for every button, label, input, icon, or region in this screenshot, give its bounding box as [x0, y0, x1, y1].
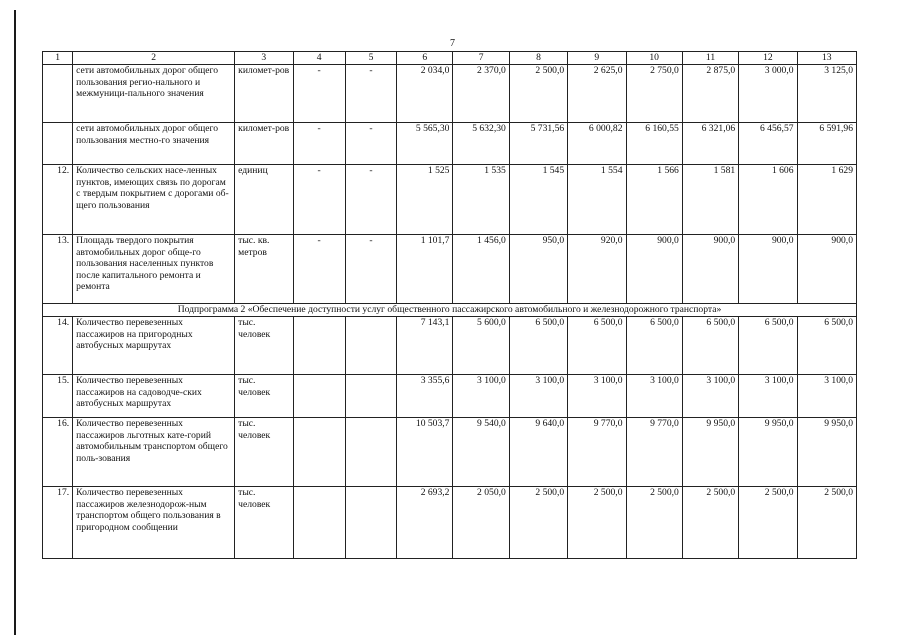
value-cell: 6 500,0 — [739, 317, 797, 375]
header-cell: 10 — [626, 52, 682, 65]
indicators-table — [42, 51, 857, 559]
value-cell: 3 100,0 — [797, 375, 856, 418]
indicator-name-cell: Площадь твердого покрытия автомобильных дорог обще-го пользования населенных пунктов после капитального ремонта и ремонта — [73, 235, 235, 304]
value-cell: 2 625,0 — [568, 65, 626, 123]
unit-cell: километ-ров — [235, 123, 293, 165]
table-row — [43, 65, 857, 123]
value-cell: 3 000,0 — [739, 65, 797, 123]
value-cell: 6 500,0 — [509, 317, 567, 375]
value-cell: 6 500,0 — [797, 317, 856, 375]
value-cell: 1 101,7 — [397, 235, 453, 304]
value-cell: 920,0 — [568, 235, 626, 304]
unit-cell: тыс. человек — [235, 375, 293, 418]
value-cell: 6 321,06 — [682, 123, 738, 165]
value-cell: 950,0 — [509, 235, 567, 304]
table-row — [43, 317, 857, 375]
value-cell: 1 629 — [797, 165, 856, 235]
column-5-cell — [345, 375, 396, 418]
value-cell: 5 565,30 — [397, 123, 453, 165]
value-cell: 6 591,96 — [797, 123, 856, 165]
value-cell: 6 500,0 — [568, 317, 626, 375]
value-cell: 3 100,0 — [568, 375, 626, 418]
table-row — [43, 487, 857, 559]
header-cell: 8 — [509, 52, 567, 65]
value-cell: 6 160,55 — [626, 123, 682, 165]
unit-cell: километ-ров — [235, 65, 293, 123]
column-4-cell — [293, 317, 345, 375]
column-4-cell — [293, 418, 345, 487]
indicator-name-cell: Количество перевезенных пассажиров железнодорож-ным транспортом общего пользования в пригородном сообщении — [73, 487, 235, 559]
column-4-cell: - — [293, 65, 345, 123]
header-cell: 4 — [293, 52, 345, 65]
page-number: 7 — [450, 38, 455, 49]
value-cell: 3 100,0 — [626, 375, 682, 418]
header-cell: 3 — [235, 52, 293, 65]
table-row — [43, 123, 857, 165]
column-4-cell: - — [293, 123, 345, 165]
value-cell: 1 581 — [682, 165, 738, 235]
header-cell: 1 — [43, 52, 73, 65]
value-cell: 2 693,2 — [397, 487, 453, 559]
indicator-name-cell: Количество перевезенных пассажиров на садоводче-ских автобусных маршрутах — [73, 375, 235, 418]
column-4-cell — [293, 375, 345, 418]
value-cell: 3 100,0 — [453, 375, 509, 418]
header-row — [43, 52, 857, 65]
value-cell: 2 500,0 — [739, 487, 797, 559]
table-row — [43, 418, 857, 487]
value-cell: 2 500,0 — [682, 487, 738, 559]
header-cell: 2 — [73, 52, 235, 65]
column-4-cell: - — [293, 235, 345, 304]
value-cell: 5 632,30 — [453, 123, 509, 165]
header-cell: 6 — [397, 52, 453, 65]
value-cell: 900,0 — [797, 235, 856, 304]
unit-cell: тыс. кв. метров — [235, 235, 293, 304]
column-5-cell — [345, 317, 396, 375]
column-5-cell: - — [345, 123, 396, 165]
value-cell: 9 770,0 — [568, 418, 626, 487]
value-cell: 2 500,0 — [626, 487, 682, 559]
value-cell: 2 750,0 — [626, 65, 682, 123]
value-cell: 3 100,0 — [739, 375, 797, 418]
value-cell: 6 500,0 — [682, 317, 738, 375]
value-cell: 3 100,0 — [509, 375, 567, 418]
table-row — [43, 165, 857, 235]
value-cell: 6 000,82 — [568, 123, 626, 165]
indicator-name-cell: сети автомобильных дорог общего пользования регио-нального и межмуници-пального значения — [73, 65, 235, 123]
row-number-cell — [43, 123, 73, 165]
value-cell: 2 500,0 — [568, 487, 626, 559]
value-cell: 900,0 — [682, 235, 738, 304]
column-4-cell — [293, 487, 345, 559]
value-cell: 2 875,0 — [682, 65, 738, 123]
row-number-cell: 13. — [43, 235, 73, 304]
value-cell: 10 503,7 — [397, 418, 453, 487]
value-cell: 3 355,6 — [397, 375, 453, 418]
table-row — [43, 235, 857, 304]
scan-edge-line — [14, 10, 16, 635]
value-cell: 9 950,0 — [797, 418, 856, 487]
value-cell: 2 500,0 — [797, 487, 856, 559]
indicator-name-cell: Количество перевезенных пассажиров на пригородных автобусных маршрутах — [73, 317, 235, 375]
value-cell: 6 500,0 — [626, 317, 682, 375]
value-cell: 1 606 — [739, 165, 797, 235]
table-row — [43, 375, 857, 418]
value-cell: 2 500,0 — [509, 487, 567, 559]
header-cell: 12 — [739, 52, 797, 65]
value-cell: 1 545 — [509, 165, 567, 235]
value-cell: 1 566 — [626, 165, 682, 235]
value-cell: 9 770,0 — [626, 418, 682, 487]
value-cell: 9 640,0 — [509, 418, 567, 487]
value-cell: 1 456,0 — [453, 235, 509, 304]
subprogram-title: Подпрограмма 2 «Обеспечение доступности услуг общественного пассажирского автомобильного и железнодорожного транспорта» — [43, 304, 857, 317]
header-cell: 5 — [345, 52, 396, 65]
row-number-cell: 15. — [43, 375, 73, 418]
header-cell: 13 — [797, 52, 856, 65]
value-cell: 3 100,0 — [682, 375, 738, 418]
column-5-cell — [345, 418, 396, 487]
row-number-cell: 12. — [43, 165, 73, 235]
indicator-name-cell: Количество перевезенных пассажиров льготных кате-горий автомобильным транспортом общего поль-зования — [73, 418, 235, 487]
value-cell: 900,0 — [739, 235, 797, 304]
indicator-name-cell: Количество сельских насе-ленных пунктов, имеющих связь по дорогам с твердым покрытием с дорогами об-щего пользования — [73, 165, 235, 235]
header-cell: 11 — [682, 52, 738, 65]
indicator-name-cell: сети автомобильных дорог общего пользования местно-го значения — [73, 123, 235, 165]
table-body — [43, 52, 857, 559]
value-cell: 6 456,57 — [739, 123, 797, 165]
row-number-cell — [43, 65, 73, 123]
value-cell: 3 125,0 — [797, 65, 856, 123]
row-number-cell: 17. — [43, 487, 73, 559]
row-number-cell: 14. — [43, 317, 73, 375]
value-cell: 2 370,0 — [453, 65, 509, 123]
value-cell: 5 600,0 — [453, 317, 509, 375]
unit-cell: тыс. человек — [235, 418, 293, 487]
header-cell: 9 — [568, 52, 626, 65]
column-5-cell: - — [345, 165, 396, 235]
value-cell: 1 525 — [397, 165, 453, 235]
value-cell: 1 535 — [453, 165, 509, 235]
value-cell: 2 500,0 — [509, 65, 567, 123]
subprogram-row — [43, 304, 857, 317]
unit-cell: тыс. человек — [235, 487, 293, 559]
value-cell: 9 950,0 — [739, 418, 797, 487]
unit-cell: единиц — [235, 165, 293, 235]
value-cell: 7 143,1 — [397, 317, 453, 375]
column-4-cell: - — [293, 165, 345, 235]
value-cell: 5 731,56 — [509, 123, 567, 165]
value-cell: 900,0 — [626, 235, 682, 304]
column-5-cell: - — [345, 235, 396, 304]
column-5-cell — [345, 487, 396, 559]
value-cell: 2 034,0 — [397, 65, 453, 123]
unit-cell: тыс. человек — [235, 317, 293, 375]
column-5-cell: - — [345, 65, 396, 123]
value-cell: 9 950,0 — [682, 418, 738, 487]
value-cell: 9 540,0 — [453, 418, 509, 487]
value-cell: 1 554 — [568, 165, 626, 235]
value-cell: 2 050,0 — [453, 487, 509, 559]
header-cell: 7 — [453, 52, 509, 65]
row-number-cell: 16. — [43, 418, 73, 487]
